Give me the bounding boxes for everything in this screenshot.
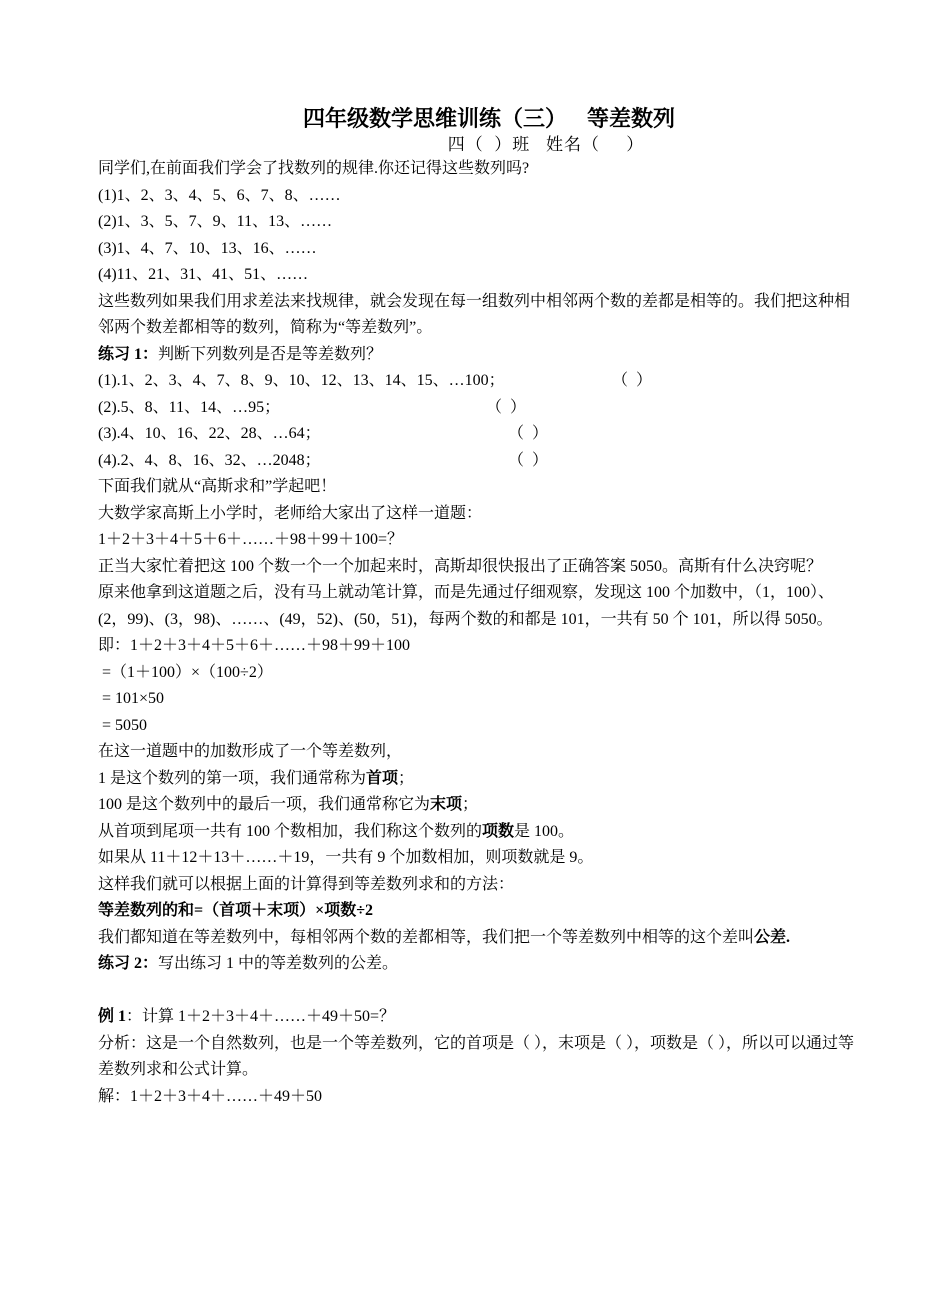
sequence-item: (4)11、21、31、41、51、…… [98, 266, 309, 283]
worksheet-page [98, 104, 858, 1110]
gauss-explain-paragraph: 原来他拿到这道题之后，没有马上就动笔计算，而是先通过仔细观察，发现这 100 个加数中，（1，100）、(2，99)、(3，98)、……、(49，52)、(50，51)，每两个数的和都是 101，一共有 50 个 101，所以得 5050。 [98, 584, 835, 628]
last-term-text: 100 是这个数列中的最后一项，我们通常称它为 [98, 796, 431, 813]
last-term-punct: ； [462, 796, 479, 813]
sequence-item: (3)1、4、7、10、13、16、…… [98, 239, 317, 257]
exercise1-heading [98, 342, 858, 369]
exercise2-prompt: 写出练习 1 中的等差数列的公差。 [158, 955, 399, 972]
term-count-tail: 是 100。 [514, 822, 575, 840]
gauss-question: 1＋2＋3＋4＋5＋6＋……＋98＋99＋100=？ [98, 531, 404, 548]
method-intro: 这样我们就可以根据上面的计算得到等差数列求和的方法： [98, 875, 515, 893]
exercise1-item-text: (1).1、2、3、4、7、8、9、10、12、13、14、15、…100； [98, 372, 505, 389]
last-term-line [98, 792, 858, 819]
example1-heading [98, 1004, 858, 1031]
common-difference-keyword: 公差. [754, 928, 791, 946]
exercise1-item [98, 448, 858, 475]
example1-analysis: 分析：这是一个自然数列，也是一个等差数列，它的首项是（ ），末项是（ ），项数是（ ），所以可以通过等差数列求和公式计算。 [98, 1034, 855, 1078]
example1-prompt: ：计算 1＋2＋3＋4＋……＋49＋50=？ [126, 1008, 396, 1025]
sum-formula: 等差数列的和=（首项＋末项）×项数÷2 [98, 902, 374, 919]
answer-blank[interactable]: （ ） [508, 451, 549, 469]
sequence-item: (1)1、2、3、4、5、6、7、8、…… [98, 186, 341, 204]
term-count-text: 从首项到尾项一共有 100 个数相加，我们称这个数列的 [98, 822, 483, 840]
exercise1-item [98, 395, 858, 422]
first-term-punct: ； [398, 769, 415, 787]
class-name-line: 四（ ）班 姓名（ ） [447, 135, 645, 154]
example1-solution: 解：1＋2＋3＋4＋……＋49＋50 [98, 1087, 323, 1105]
common-difference-text: 我们都知道在等差数列中，每相邻两个数的差都相等，我们把一个等差数列中相等的这个差叫 [98, 928, 755, 946]
exercise1-item [98, 368, 858, 395]
spacer [98, 978, 858, 1005]
answer-blank[interactable]: （ ） [612, 372, 653, 389]
calc-line: = 101×50 [98, 690, 165, 707]
title-main: 四年级数学思维训练（三） [302, 106, 567, 131]
exercise2-label: 练习 2： [98, 955, 159, 972]
definition-paragraph: 这些数列如果我们用求差法来找规律，就会发现在每一组数列中相邻两个数的差都是相等的。我们把这种相邻两个数差都相等的数列，简称为“等差数列”。 [98, 292, 851, 336]
exercise2-heading [98, 951, 858, 978]
term-count-example: 如果从 11＋12＋13＋……＋19，一共有 9 个加数相加，则项数就是 9。 [98, 849, 594, 866]
gauss-answer-paragraph: 正当大家忙着把这 100 个数一个一个加起来时，高斯却很快报出了正确答案 5050。高斯有什么决窍呢？ [98, 557, 823, 575]
calc-line: =（1＋100）×（100÷2） [98, 663, 273, 681]
last-term-keyword: 末项 [430, 796, 463, 813]
worksheet-title [120, 104, 858, 134]
calc-line: = 5050 [98, 716, 148, 734]
term-count-keyword: 项数 [482, 822, 515, 840]
exercise1-label: 练习 1： [98, 345, 159, 363]
answer-blank[interactable]: （ ） [486, 398, 527, 416]
exercise1-prompt: 判断下列数列是否是等差数列？ [158, 345, 383, 363]
example1-label: 例 1 [98, 1008, 127, 1025]
exercise1-item-text: (2).5、8、11、14、…95； [98, 398, 281, 416]
gauss-lead: 下面我们就从“高斯求和”学起吧！ [98, 478, 337, 495]
exercise1-item-text: (4).2、4、8、16、32、…2048； [98, 451, 321, 469]
answer-blank[interactable]: （ ） [508, 425, 549, 442]
exercise1-item [98, 421, 858, 448]
title-topic: 等差数列 [587, 106, 676, 131]
terms-intro: 在这一道题中的加数形成了一个等差数列， [98, 743, 403, 760]
first-term-line [98, 766, 858, 793]
first-term-text: 1 是这个数列的第一项，我们通常称为 [98, 769, 367, 787]
first-term-keyword: 首项 [366, 769, 399, 787]
common-difference-paragraph [98, 925, 858, 952]
calc-line: 即：1＋2＋3＋4＋5＋6＋……＋98＋99＋100 [98, 637, 411, 654]
exercise1-item-text: (3).4、10、16、22、28、…64； [98, 425, 321, 442]
sequence-item: (2)1、3、5、7、9、11、13、…… [98, 213, 333, 230]
intro-text: 同学们,在前面我们学会了找数列的规律.你还记得这些数列吗? [98, 160, 530, 177]
gauss-story: 大数学家高斯上小学时，老师给大家出了这样一道题： [98, 504, 483, 522]
term-count-line [98, 819, 858, 846]
